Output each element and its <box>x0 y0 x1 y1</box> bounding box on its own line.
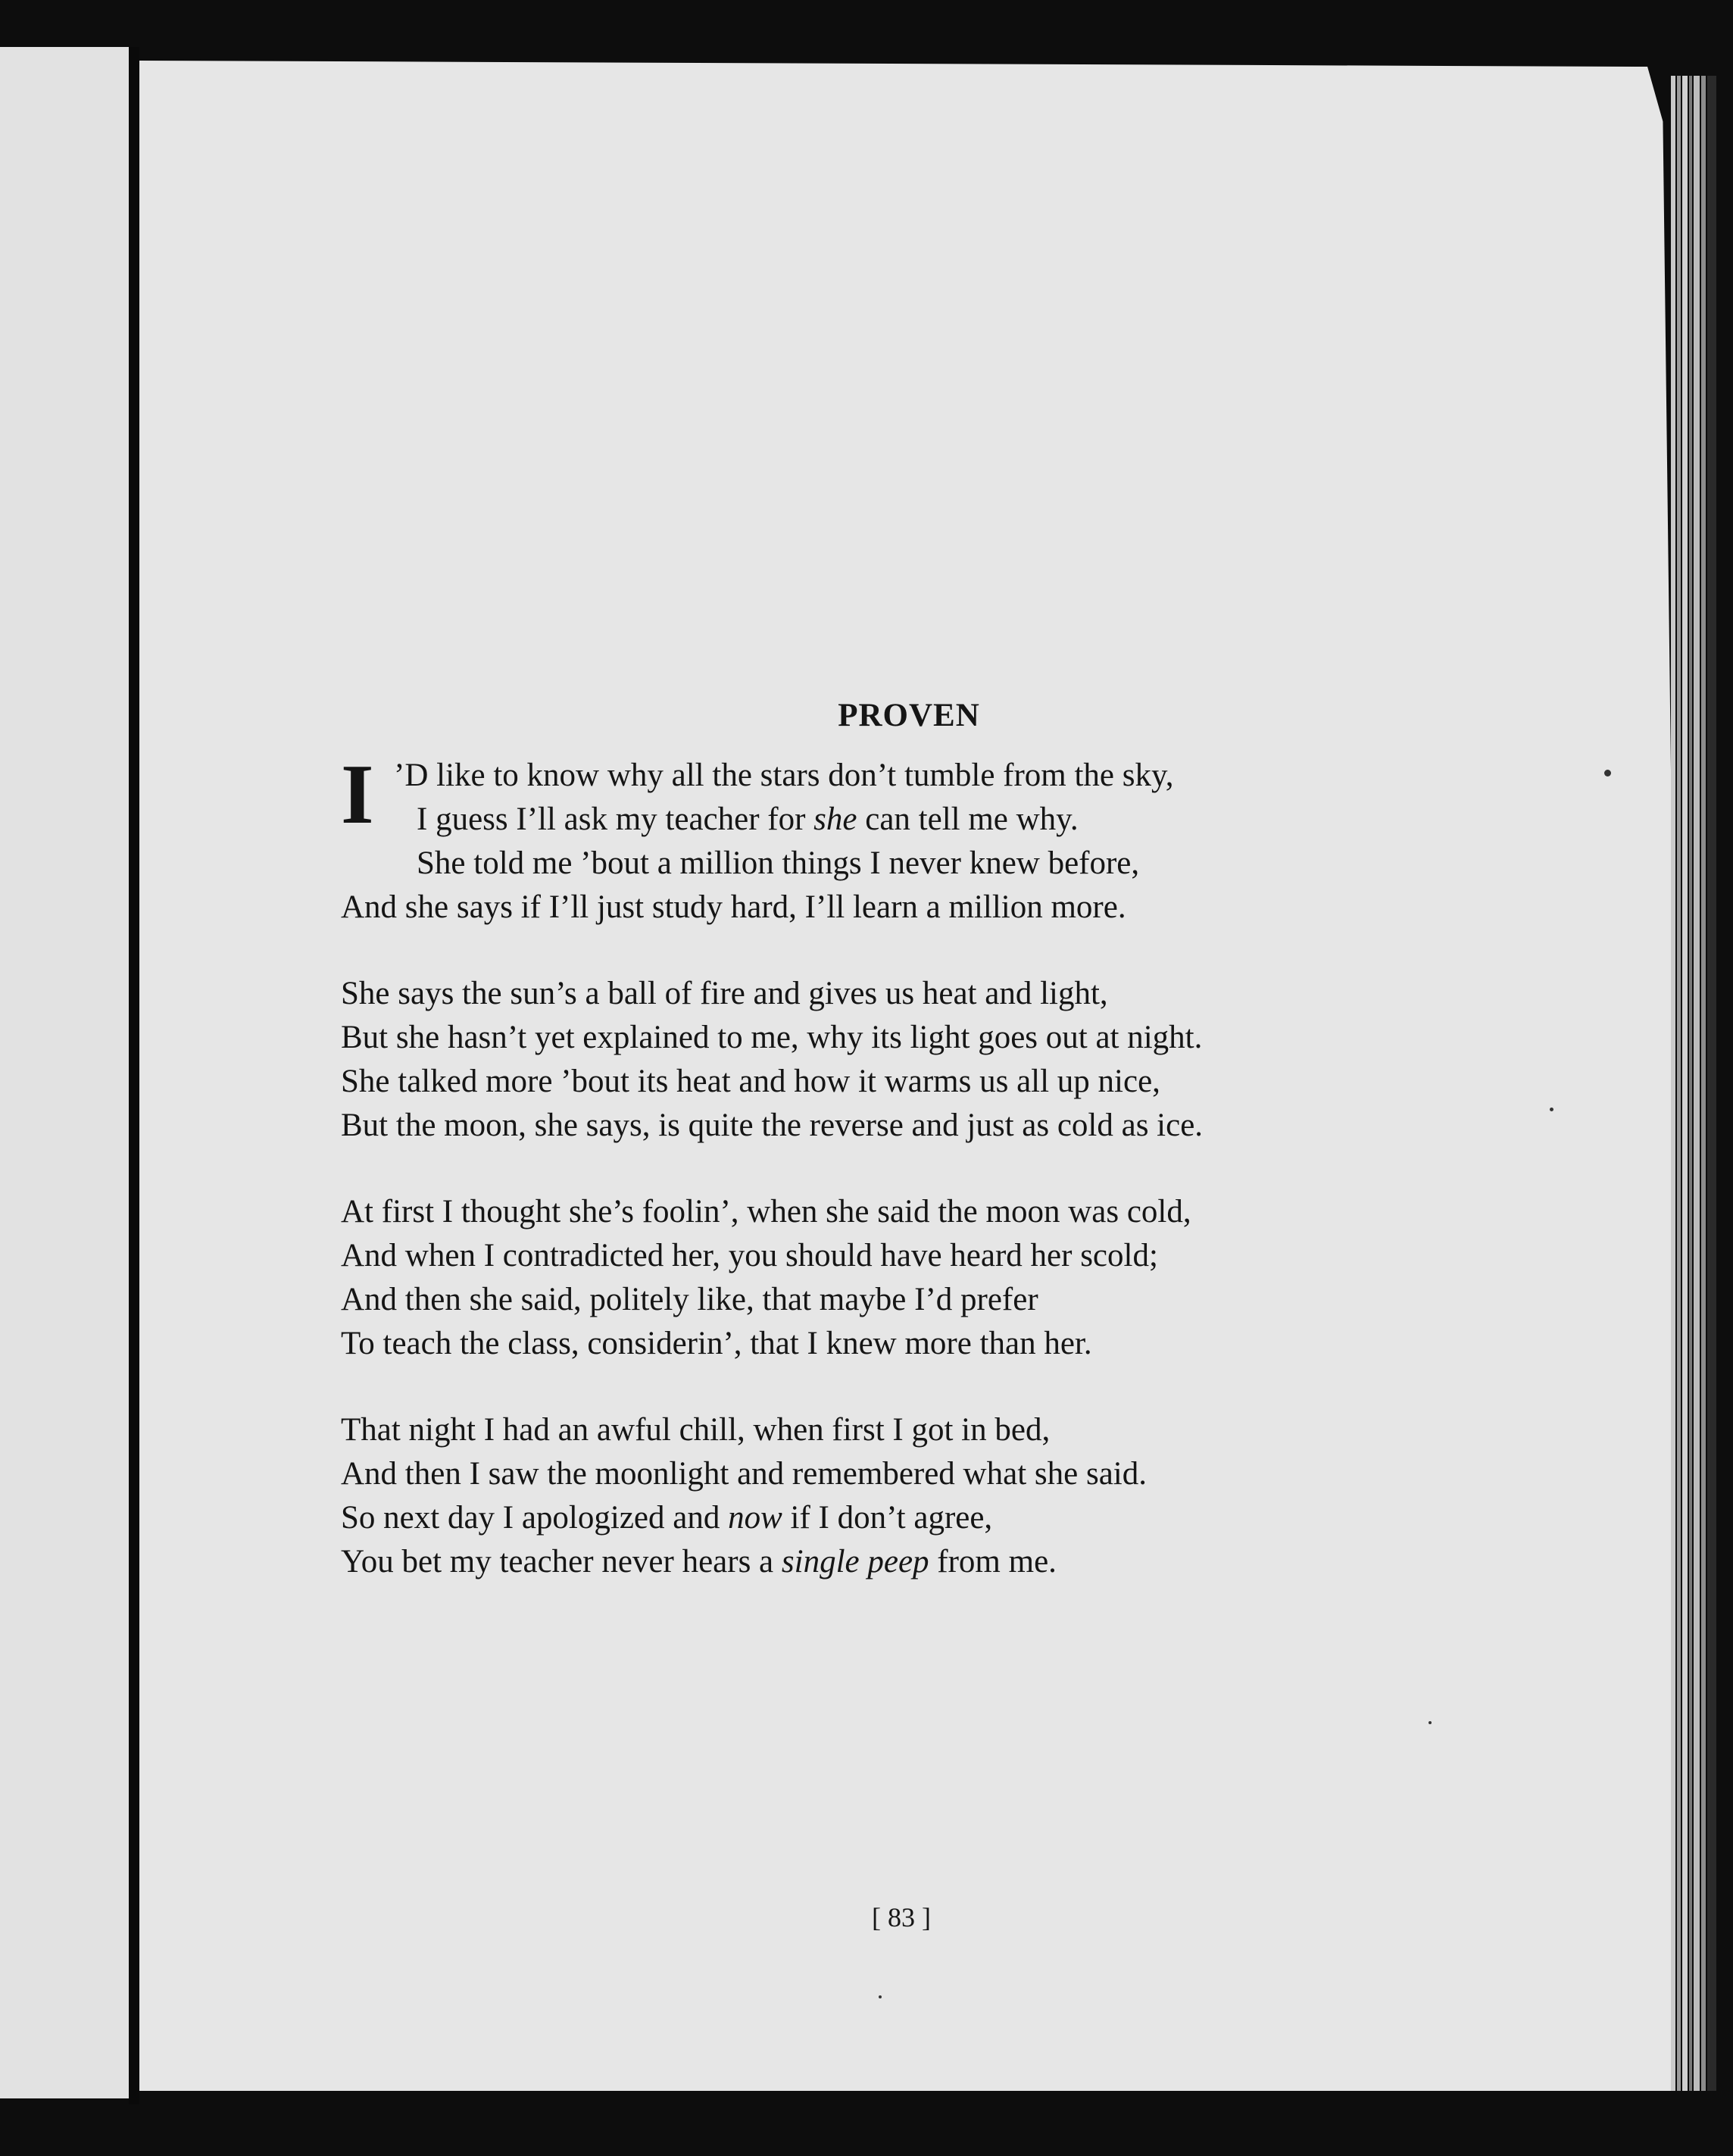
italic-word: single <box>781 1544 860 1580</box>
page-edge <box>1701 76 1706 2091</box>
book-gutter <box>129 47 139 2104</box>
drop-cap: I <box>341 748 374 842</box>
line-text: But the moon, she says, is quite the reverse and just as cold as ice. <box>341 1108 1204 1143</box>
poem-line <box>341 1016 1447 1060</box>
line-text: To teach the class, considerin’, that I knew more than her. <box>341 1326 1092 1361</box>
line-text: But she hasn’t yet explained to me, why its light goes out at night. <box>341 1020 1203 1055</box>
poem-line <box>341 1060 1447 1104</box>
poem <box>341 697 1447 1626</box>
poem-line <box>341 1104 1447 1148</box>
poem-line <box>341 886 1447 930</box>
page-edge <box>1671 76 1675 2091</box>
poem-line <box>341 798 1447 842</box>
page-edge <box>1707 76 1716 2091</box>
scan-speck <box>1429 1721 1432 1724</box>
line-text: I guess I’ll ask my teacher for <box>417 801 814 837</box>
line-text: And when I contradicted her, you should have heard her scold; <box>341 1238 1158 1273</box>
poem-line <box>341 1408 1447 1452</box>
line-text: And then I saw the moonlight and remembered what she said. <box>341 1456 1147 1492</box>
italic-word: now <box>728 1500 782 1536</box>
stanza-1 <box>341 748 1447 930</box>
poem-line <box>341 1278 1447 1322</box>
page-stack-edges <box>1654 76 1733 2091</box>
poem-line <box>341 972 1447 1016</box>
facing-page-edge <box>0 47 130 2098</box>
stanza-2 <box>341 972 1447 1148</box>
line-text: At first I thought she’s foolin’, when she said the moon was cold, <box>341 1194 1191 1230</box>
stanza-3 <box>341 1190 1447 1366</box>
line-text: She talked more ’bout its heat and how it warms us all up nice, <box>341 1064 1160 1099</box>
scan-speck <box>879 1995 882 1998</box>
line-text: So next day I apologized and <box>341 1500 729 1536</box>
line-text: You bet my teacher never hears a <box>341 1544 782 1580</box>
page-edge <box>1677 76 1681 2091</box>
poem-line <box>341 1540 1447 1584</box>
italic-word: peep <box>867 1544 929 1580</box>
scan-speck <box>1604 770 1611 776</box>
page-number: [ 83 ] <box>872 1902 931 1933</box>
poem-line <box>341 1452 1447 1496</box>
line-text: She told me ’bout a million things I never knew before, <box>417 845 1140 881</box>
line-text: from me. <box>929 1544 1057 1580</box>
line-text: ’D like to know why all the stars don’t tumble from the sky, <box>394 758 1174 793</box>
italic-word: she <box>813 801 857 837</box>
line-text: can tell me why. <box>857 801 1079 837</box>
line-text: And she says if I’ll just study hard, I’ll learn a million more. <box>341 889 1126 925</box>
stanza-4 <box>341 1408 1447 1584</box>
page-edge <box>1689 76 1692 2091</box>
poem-title: PROVEN <box>838 698 980 733</box>
page-edge <box>1694 76 1700 2091</box>
scan-speck <box>1550 1108 1553 1111</box>
poem-line <box>341 1322 1447 1366</box>
line-text: And then she said, politely like, that maybe I’d prefer <box>341 1282 1038 1317</box>
poem-line <box>341 1190 1447 1234</box>
poem-line <box>341 1496 1447 1540</box>
poem-line <box>341 1234 1447 1278</box>
line-text: That night I had an awful chill, when first I got in bed, <box>341 1412 1051 1448</box>
poem-line <box>341 842 1447 886</box>
line-text <box>860 1544 868 1580</box>
line-text: if I don’t agree, <box>782 1500 993 1536</box>
page-edge <box>1682 76 1688 2091</box>
line-text: She says the sun’s a ball of fire and gives us heat and light, <box>341 976 1108 1011</box>
